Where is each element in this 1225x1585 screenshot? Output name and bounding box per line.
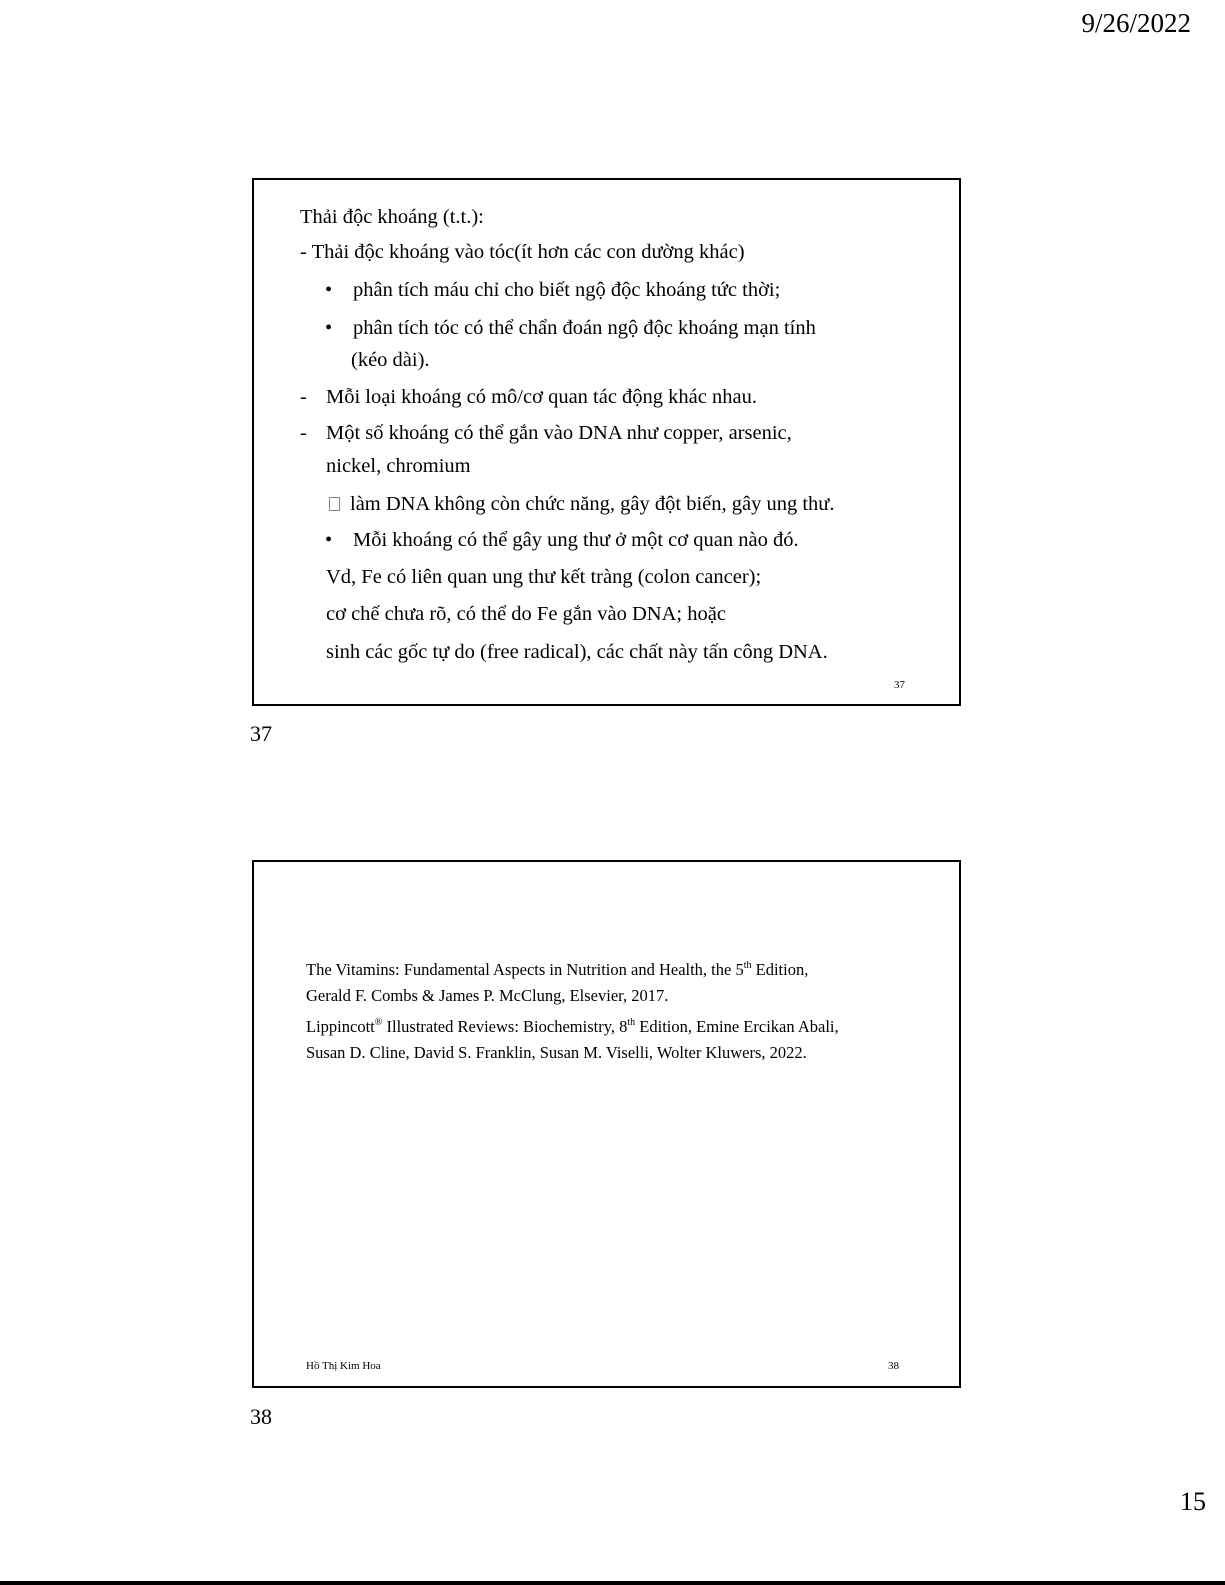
page-date: 9/26/2022	[1081, 8, 1191, 38]
text-line: Một số khoáng có thể gắn vào DNA như copper, arsenic,	[326, 422, 792, 444]
text-line: làm DNA không còn chức năng, gây đột biến, gây ung thư.	[350, 493, 835, 515]
slide-title: Thải độc khoáng (t.t.):	[300, 206, 484, 228]
dash-icon: -	[300, 422, 307, 444]
text-line: - Thải độc khoáng vào tóc(ít hơn các con dường khác)	[300, 241, 745, 263]
bullet-icon: •	[325, 279, 333, 301]
reference-2-line-2: Susan D. Cline, David S. Franklin, Susan M. Viselli, Wolter Kluwers, 2022.	[306, 1043, 807, 1062]
bullet-icon: •	[325, 317, 333, 339]
reference-text: Edition, Emine Ercikan Abali,	[635, 1017, 839, 1036]
text-line: Mỗi loại khoáng có mô/cơ quan tác động khác nhau.	[326, 386, 757, 408]
reference-text: Lippincott	[306, 1017, 375, 1036]
missing-glyph-icon	[329, 497, 340, 511]
dash-icon: -	[300, 386, 307, 408]
footer-author: Hồ Thị Kim Hoa	[306, 1360, 381, 1372]
reference-superscript: th	[743, 960, 752, 971]
text-line: nickel, chromium	[326, 455, 471, 477]
reference-2	[306, 1019, 839, 1036]
slide-number: 38	[888, 1360, 899, 1372]
text-line: phân tích tóc có thể chẩn đoán ngộ độc khoáng mạn tính	[353, 317, 816, 339]
reference-superscript: th	[627, 1017, 636, 1028]
reference-text: Edition,	[751, 960, 809, 979]
slide-label: 37	[250, 721, 272, 746]
reference-text: Illustrated Reviews: Biochemistry, 8	[382, 1017, 628, 1036]
text-line: phân tích máu chỉ cho biết ngộ độc khoáng tức thời;	[353, 279, 781, 301]
slide-38	[252, 860, 961, 1388]
text-line: sinh các gốc tự do (free radical), các chất này tấn công DNA.	[326, 641, 828, 663]
slide-label: 38	[250, 1404, 272, 1429]
reference-text: The Vitamins: Fundamental Aspects in Nutrition and Health, the 5	[306, 960, 744, 979]
slide-number: 37	[894, 679, 905, 691]
reference-1-line-2: Gerald F. Combs & James P. McClung, Elsevier, 2017.	[306, 986, 669, 1005]
text-line: cơ chế chưa rõ, có thể do Fe gắn vào DNA; hoặc	[326, 603, 726, 625]
bottom-divider	[0, 1581, 1225, 1585]
slide-37	[252, 178, 961, 706]
text-line: Mỗi khoáng có thể gây ung thư ở một cơ quan nào đó.	[353, 529, 799, 551]
bullet-icon: •	[325, 529, 333, 551]
page-number: 15	[1180, 1487, 1206, 1516]
reference-superscript: ®	[374, 1017, 383, 1028]
text-line: Vd, Fe có liên quan ung thư kết tràng (colon cancer);	[326, 566, 762, 588]
reference-1	[306, 962, 808, 979]
text-line: (kéo dài).	[351, 349, 430, 371]
